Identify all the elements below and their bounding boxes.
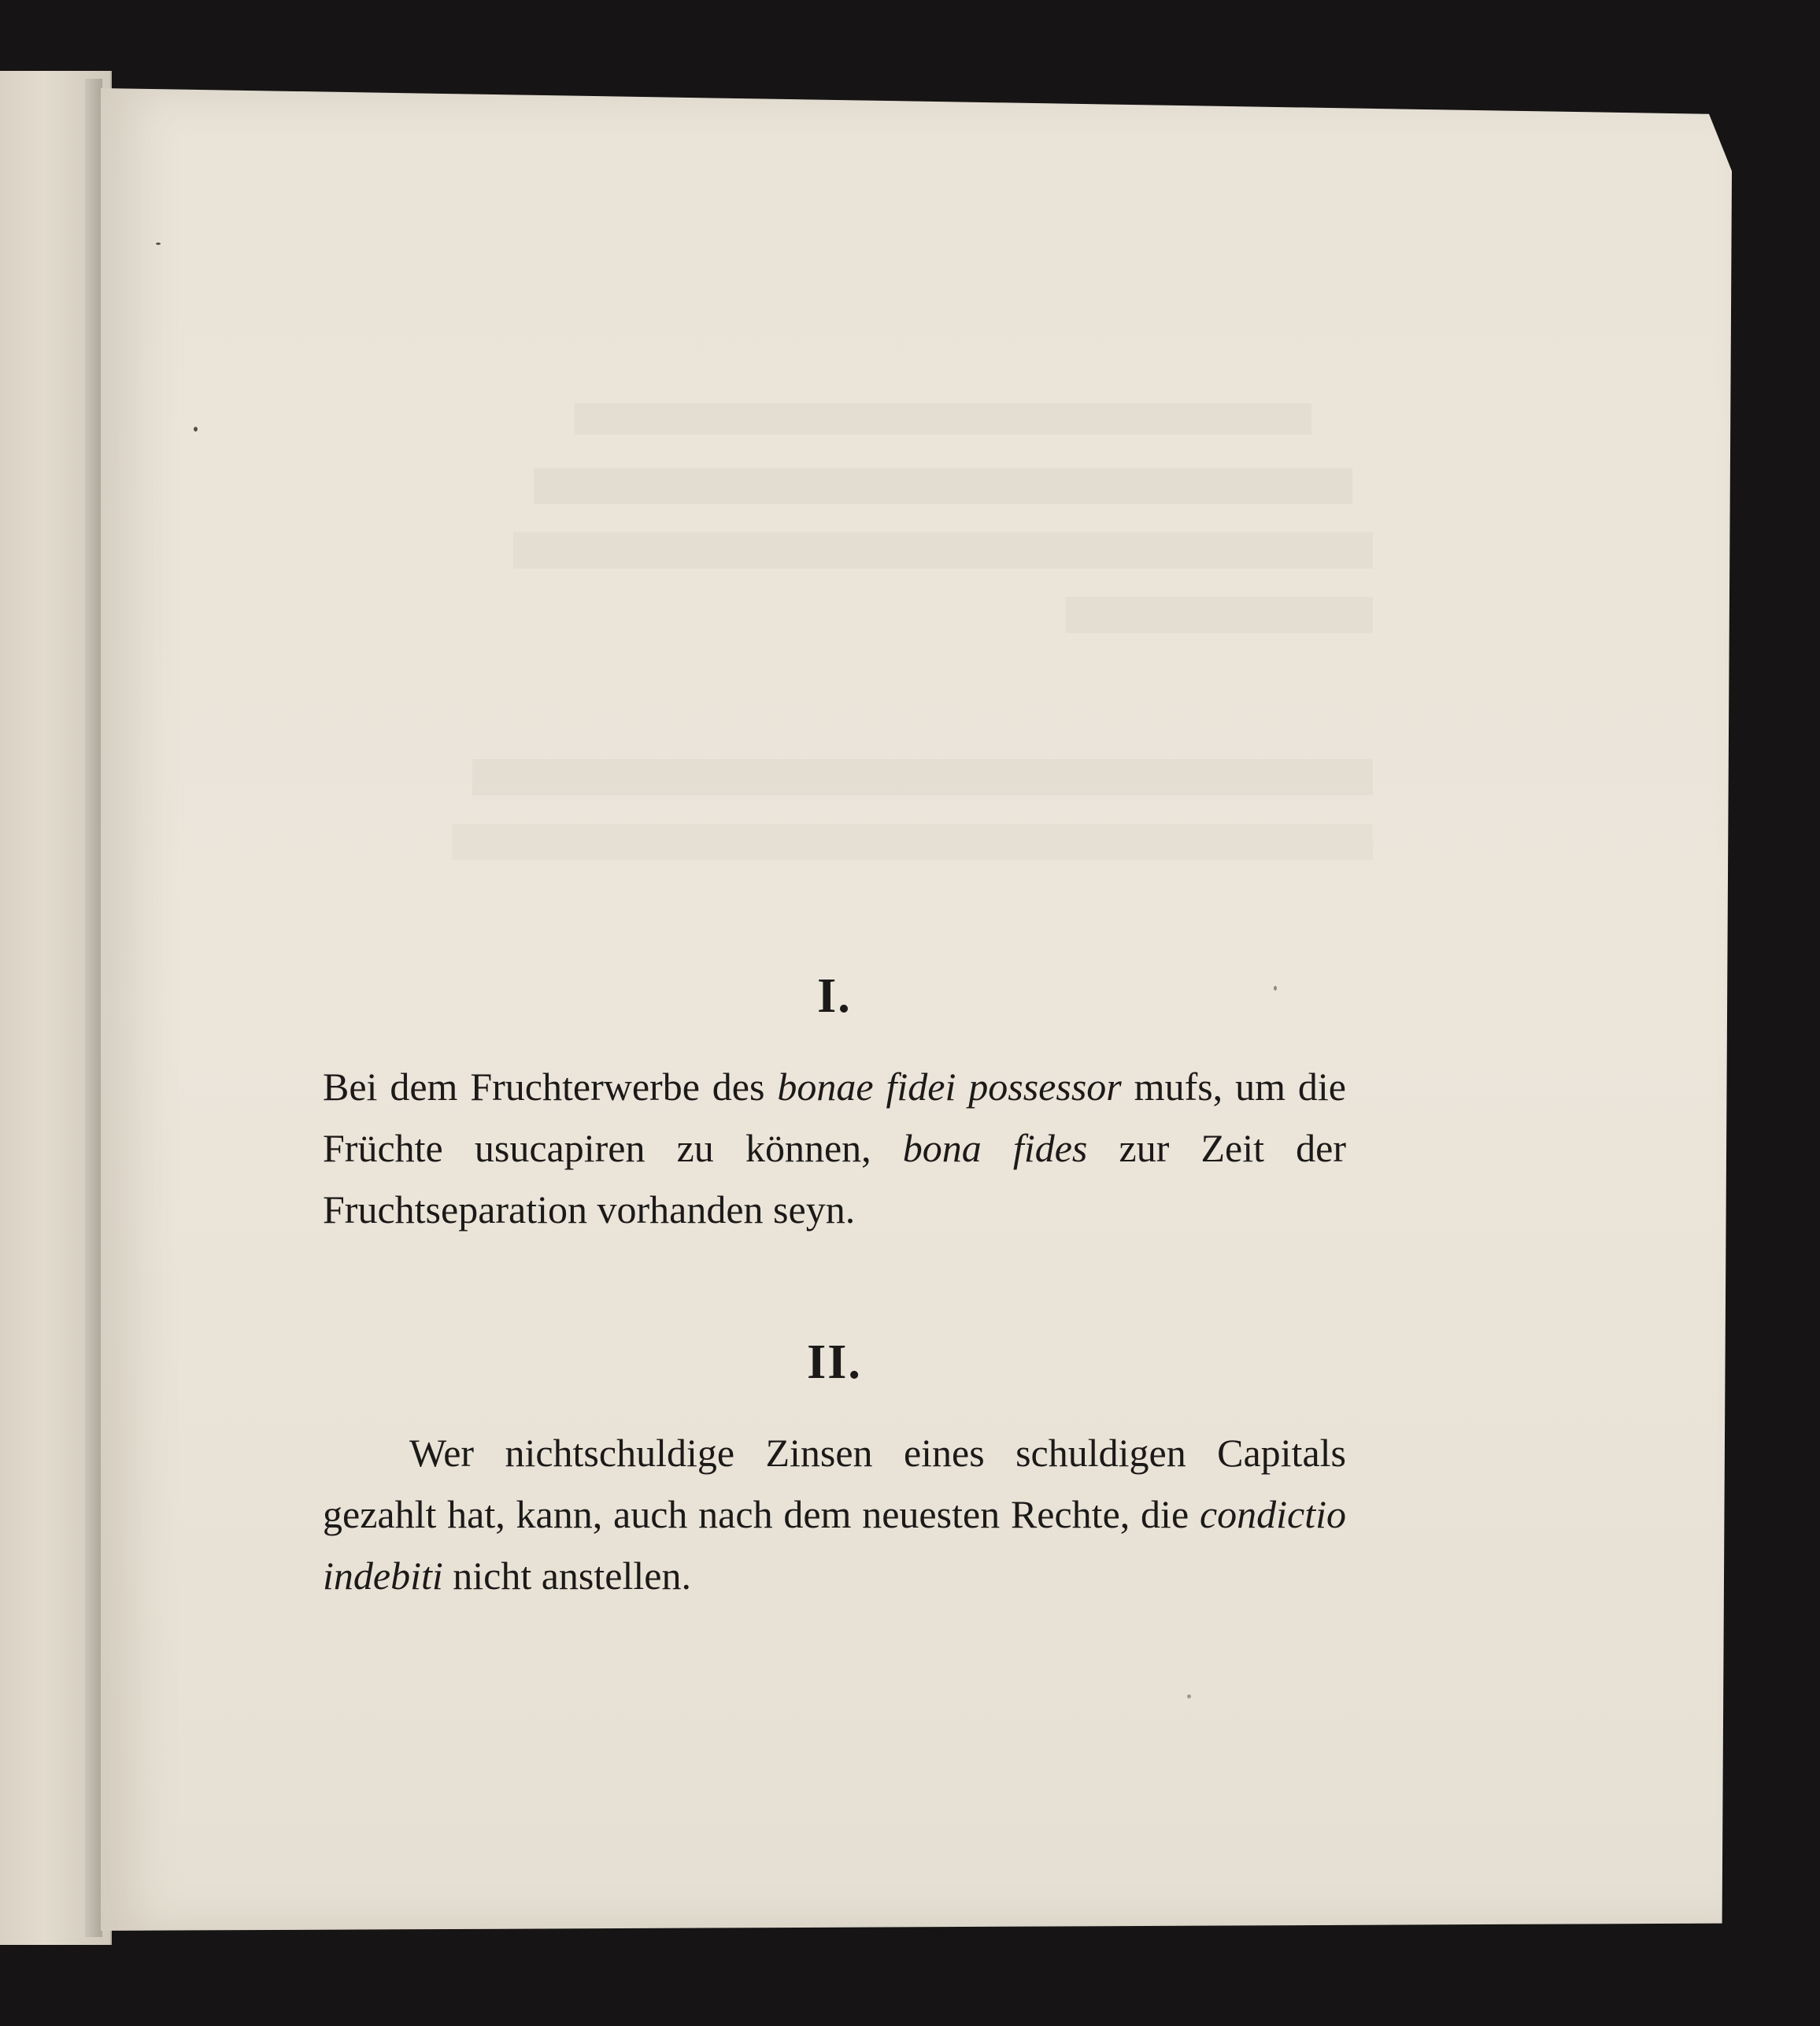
section-numeral: II. (807, 1335, 862, 1389)
paper-speck (156, 243, 161, 245)
text-run: mufs, um die Früchte usucapiren zu können, (323, 1065, 1346, 1170)
text-run: zur Zeit der Fruchtseparation vorhanden seyn. (323, 1126, 1346, 1232)
text-run-italic: bonae fidei possessor (777, 1065, 1122, 1109)
section-1 (323, 969, 1346, 1240)
page-gutter-shadow (85, 79, 102, 1937)
paper-speck (194, 427, 198, 431)
section-paragraph (323, 1056, 1346, 1240)
text-run: Wer nichtschuldige Zinsen eines schuldigen Capitals gezahlt hat, kann, auch nach dem neuesten Rechte, die (323, 1431, 1346, 1536)
paper-speck (1187, 1695, 1191, 1698)
bleed-through-texture (431, 403, 1455, 888)
text-run: Bei dem Fruchterwerbe des (323, 1065, 778, 1109)
section-2 (323, 1335, 1346, 1606)
text-run-italic: bona fides (902, 1126, 1088, 1170)
page-text (323, 969, 1346, 1606)
section-numeral: I. (817, 969, 852, 1023)
section-paragraph (323, 1422, 1346, 1606)
text-run: nicht anstellen. (442, 1554, 691, 1598)
text-run-italic: condictio indebiti (323, 1492, 1346, 1598)
